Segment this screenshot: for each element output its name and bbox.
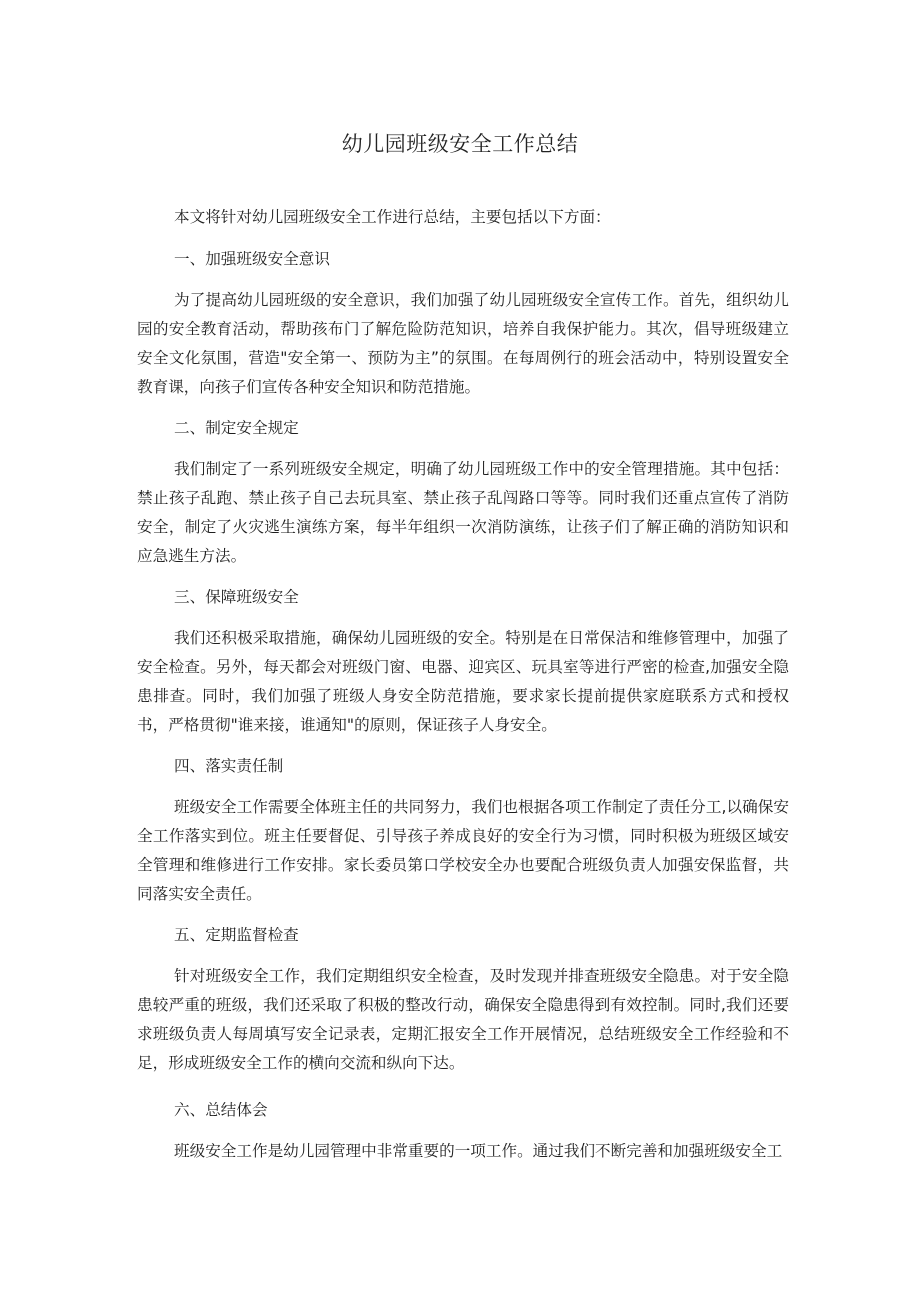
section-paragraph-1: 为了提高幼儿园班级的安全意识，我们加强了幼儿园班级安全宣传工作。首先，组织幼儿园的安全教育活动，帮助孩布门了解危险防范知识，培养自我保护能力。其次，倡导班级建立安全文化氛围，营造"安全第一、预防为主”的氛围。在每周例行的班会活动中，特别设置安全教育课，向孩子们宣传各种安全知识和防范措施。 (137, 291, 789, 396)
section-heading-4: 四、落实责任制 (174, 757, 284, 775)
section-heading-6: 六、总结体会 (174, 1101, 268, 1119)
intro-paragraph: 本文将针对幼儿园班级安全工作进行总结，主要包括以下方面： (174, 208, 611, 226)
document-body (137, 203, 789, 1166)
section-paragraph-4: 班级安全工作需要全体班主任的共同努力，我们也根据各项工作制定了责任分工,以确保安全工作落实到位。班主任要督促、引导孩子养成良好的安全行为习惯，同时积极为班级区域安全管理和维修进行工作安排。家长委员第口学校安全办也要配合班级负责人加强安保监督，共同落实安全责任。 (137, 798, 789, 903)
section-heading-5: 五、定期监督检查 (174, 926, 299, 944)
section-paragraph-6: 班级安全工作是幼儿园管理中非常重要的一项工作。通过我们不断完善和加强班级安全工 (174, 1142, 783, 1160)
section-paragraph-2: 我们制定了一系列班级安全规定，明确了幼儿园班级工作中的安全管理措施。其中包括：禁止孩子乱跑、禁止孩子自己去玩具室、禁止孩子乱闯路口等等。同时我们还重点宣传了消防安全，制定了火灾逃生演练方案，每半年组织一次消防演练，让孩子们了解正确的消防知识和应急逃生方法。 (137, 460, 789, 565)
section-paragraph-5: 针对班级安全工作，我们定期组织安全检查，及时发现并排查班级安全隐患。对于安全隐患较严重的班级，我们还采取了积极的整改行动，确保安全隐患得到有效控制。同时,我们还要求班级负责人每周填写安全记录表，定期汇报安全工作开展情况，总结班级安全工作经验和不足，形成班级安全工作的横向交流和纵向下达。 (137, 967, 789, 1072)
section-heading-2: 二、制定安全规定 (174, 419, 299, 437)
document-title: 幼儿园班级安全工作总结 (341, 132, 579, 156)
section-heading-1: 一、加强班级安全意识 (174, 250, 330, 268)
section-heading-3: 三、保障班级安全 (174, 588, 299, 606)
section-paragraph-3: 我们还积极采取措施，确保幼儿园班级的安全。特别是在日常保洁和维修管理中，加强了安全检查。另外，每天都会对班级门窗、电器、迎宾区、玩具室等进行严密的检查,加强安全隐患排查。同时，我们加强了班级人身安全防范措施，要求家长提前提供家庭联系方式和授权书，严格贯彻"谁来接，谁通知"的原则，保证孩子人身安全。 (137, 629, 789, 734)
